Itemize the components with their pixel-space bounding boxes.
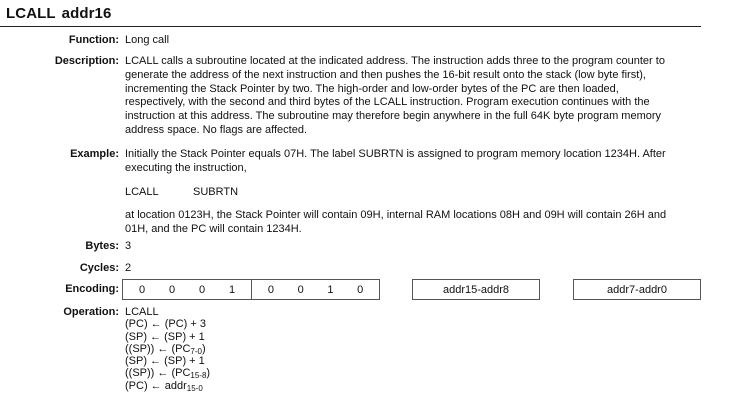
opcode-bit: 0 xyxy=(198,283,206,296)
example-line: executing the instruction, xyxy=(125,161,247,174)
description-line: incrementing the Stack Pointer by two. The high-order and low-order bytes of the PC are then loaded, xyxy=(125,82,619,95)
opcode-bit: 0 xyxy=(357,283,364,296)
cycles-value: 2 xyxy=(125,262,132,274)
example-code xyxy=(125,186,700,200)
description-line: generate the address of the next instruction and then pushes the 16-bit result onto the stack (low byte first), xyxy=(125,68,646,81)
operation-step: (SP) ← (SP) + 1 xyxy=(125,355,205,368)
example-line: at location 0123H, the Stack Pointer will contain 09H, internal RAM locations 08H and 09H will contain 26H and xyxy=(125,209,667,222)
bytes-label: Bytes: xyxy=(85,240,119,252)
example-line: Initially the Stack Pointer equals 07H. The label SUBRTN is assigned to program memory location 1234H. After xyxy=(125,148,666,160)
operation-step: ((SP)) ← $(PC_{7-0})$ xyxy=(125,342,206,356)
function-label: Function: xyxy=(68,34,119,46)
operation-step: (PC) ← (PC) + 3 xyxy=(125,318,206,331)
example-line: 01H, and the PC will contain 1234H. xyxy=(125,223,302,236)
operation-label: Operation: xyxy=(63,306,119,318)
example-label: Example: xyxy=(70,148,119,160)
instruction-title xyxy=(6,5,111,22)
opcode-bits-box xyxy=(122,279,380,300)
function-value: Long call xyxy=(125,34,170,46)
bytes-value: 3 xyxy=(125,240,132,252)
description-line: instruction at this address. The subroutine may therefore begin anywhere in the full 64K byte program memory xyxy=(125,110,662,123)
example-intro xyxy=(125,148,700,176)
address-high-byte-box: addr15-addr8 xyxy=(412,279,540,300)
description-label: Description: xyxy=(54,55,119,67)
example-code-mnemonic: LCALL xyxy=(125,185,159,198)
opcode-high-nibble xyxy=(123,280,251,299)
operation-step: ((SP)) ← $(PC_{15-8})$ xyxy=(125,367,211,381)
encoding-label: Encoding: xyxy=(65,283,119,295)
operation-step: (SP) ← (SP) + 1 xyxy=(125,330,205,343)
opcode-bit: 1 xyxy=(228,283,236,296)
description-text xyxy=(125,55,700,138)
description-line: respectively, with the second and third bytes of the LCALL instruction. Program execution continues with the xyxy=(125,96,650,109)
operation-steps xyxy=(125,306,700,392)
operation-step: (PC) ← addr$_{15-0}$ xyxy=(125,379,203,393)
opcode-bit: 0 xyxy=(138,283,146,296)
operation-step: LCALL xyxy=(125,306,159,318)
opcode-bit: 0 xyxy=(267,283,274,296)
instruction-mnemonic: LCALL xyxy=(6,5,56,22)
opcode-bit: 0 xyxy=(168,283,176,296)
instruction-operand: addr16 xyxy=(61,5,112,22)
description-line: address space. No flags are affected. xyxy=(125,123,308,136)
opcode-bit: 1 xyxy=(327,283,334,296)
description-line: LCALL calls a subroutine located at the indicated address. The instruction adds three to the program counter to xyxy=(125,55,665,67)
address-low-byte-box: addr7-addr0 xyxy=(573,279,701,300)
opcode-low-nibble xyxy=(251,280,379,299)
example-text xyxy=(125,148,700,237)
example-result xyxy=(125,209,700,237)
example-code-operand: SUBRTN xyxy=(193,185,239,198)
title-divider xyxy=(0,26,701,27)
cycles-label: Cycles: xyxy=(79,262,119,274)
opcode-bit: 0 xyxy=(297,283,304,296)
